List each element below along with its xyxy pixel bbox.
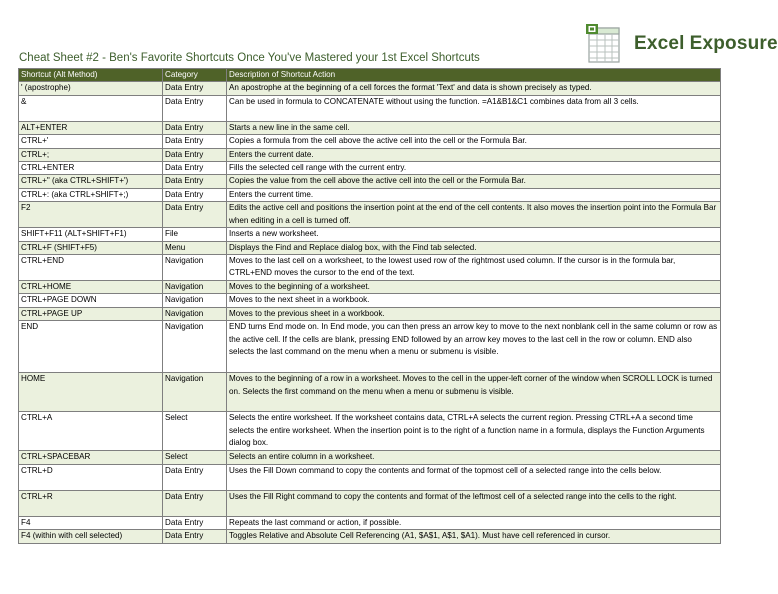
table-row (19, 490, 721, 516)
category-cell: Data Entry (163, 121, 227, 134)
description-cell: Uses the Fill Down command to copy the contents and format of the topmost cell of a selected range into the cells below. (227, 464, 721, 490)
shortcut-cell: CTRL+: (aka CTRL+SHIFT+;) (19, 188, 163, 201)
category-cell: File (163, 228, 227, 241)
page-title: Cheat Sheet #2 - Ben's Favorite Shortcuts Once You've Mastered your 1st Excel Shortcuts (19, 52, 480, 64)
shortcut-cell: CTRL+PAGE DOWN (19, 294, 163, 307)
table-row (19, 95, 721, 121)
table-row (19, 175, 721, 188)
table-row (19, 202, 721, 228)
table-row (19, 135, 721, 148)
category-cell: Navigation (163, 294, 227, 307)
shortcut-cell: CTRL+SPACEBAR (19, 451, 163, 464)
description-cell: END turns End mode on. In End mode, you can then press an arrow key to move to the next nonblank cell in the same column or row as the active cell. If the cells are blank, pressing END followed by an arrow key moves to the last cell in the row or column. END also selects the last command on the menu when a menu or submenu is visible. (227, 321, 721, 373)
description-cell: Copies a formula from the cell above the active cell into the cell or the Formula Bar. (227, 135, 721, 148)
category-cell: Data Entry (163, 188, 227, 201)
category-cell: Data Entry (163, 516, 227, 529)
shortcut-cell: CTRL+' (19, 135, 163, 148)
category-cell: Navigation (163, 281, 227, 294)
category-cell: Data Entry (163, 490, 227, 516)
shortcut-cell: HOME (19, 373, 163, 412)
shortcut-cell: CTRL+ENTER (19, 162, 163, 175)
shortcut-cell: F2 (19, 202, 163, 228)
shortcut-cell: CTRL+HOME (19, 281, 163, 294)
description-cell: Moves to the last cell on a worksheet, to the lowest used row of the rightmost used column. If the cursor is in the formula bar, CTRL+END moves the cursor to the end of the text. (227, 255, 721, 281)
table-row (19, 530, 721, 543)
description-cell: Moves to the previous sheet in a workbook. (227, 307, 721, 320)
category-cell: Navigation (163, 373, 227, 412)
category-cell: Navigation (163, 307, 227, 320)
category-cell: Navigation (163, 321, 227, 373)
table-row (19, 373, 721, 412)
table-row (19, 121, 721, 134)
category-cell: Data Entry (163, 202, 227, 228)
description-cell: Selects an entire column in a worksheet. (227, 451, 721, 464)
category-cell: Navigation (163, 255, 227, 281)
table-row (19, 516, 721, 529)
shortcut-cell: CTRL+A (19, 412, 163, 451)
table-row (19, 255, 721, 281)
shortcut-cell: ' (apostrophe) (19, 82, 163, 95)
shortcut-cell: SHIFT+F11 (ALT+SHIFT+F1) (19, 228, 163, 241)
shortcut-cell: F4 (within with cell selected) (19, 530, 163, 543)
table-row (19, 162, 721, 175)
table-header-row (19, 69, 721, 82)
spreadsheet-icon (586, 24, 624, 64)
description-cell: Starts a new line in the same cell. (227, 121, 721, 134)
table-row (19, 451, 721, 464)
table-row (19, 228, 721, 241)
description-cell: Moves to the next sheet in a workbook. (227, 294, 721, 307)
category-cell: Data Entry (163, 530, 227, 543)
shortcut-cell: CTRL+R (19, 490, 163, 516)
header-shortcut: Shortcut (Alt Method) (19, 69, 163, 82)
category-cell: Data Entry (163, 162, 227, 175)
shortcut-cell: CTRL+END (19, 255, 163, 281)
shortcut-cell: F4 (19, 516, 163, 529)
shortcut-cell: CTRL+; (19, 148, 163, 161)
description-cell: Edits the active cell and positions the insertion point at the end of the cell contents. It also moves the insertion point into the Formula Bar when editing in a cell is turned off. (227, 202, 721, 228)
description-cell: Enters the current date. (227, 148, 721, 161)
category-cell: Data Entry (163, 175, 227, 188)
category-cell: Data Entry (163, 464, 227, 490)
description-cell: Selects the entire worksheet. If the worksheet contains data, CTRL+A selects the current region. Pressing CTRL+A a second time selects the entire worksheet. When the insertion point is to the right of a function name in a formula, displays the Function Arguments dialog box. (227, 412, 721, 451)
category-cell: Menu (163, 241, 227, 254)
description-cell: Toggles Relative and Absolute Cell Referencing (A1, $A$1, A$1, $A1). Must have cell referenced in cursor. (227, 530, 721, 543)
description-cell: Fills the selected cell range with the current entry. (227, 162, 721, 175)
description-cell: Moves to the beginning of a row in a worksheet. Moves to the cell in the upper-left corner of the window when SCROLL LOCK is turned on. Selects the first command on the menu when a menu or submenu is visible. (227, 373, 721, 412)
category-cell: Select (163, 412, 227, 451)
description-cell: Uses the Fill Right command to copy the contents and format of the leftmost cell of a selected range into the cells to the right. (227, 490, 721, 516)
table-row (19, 241, 721, 254)
description-cell: Copies the value from the cell above the active cell into the cell or the Formula Bar. (227, 175, 721, 188)
table-row (19, 82, 721, 95)
excel-exposure-logo (586, 24, 778, 64)
header-description: Description of Shortcut Action (227, 69, 721, 82)
shortcut-cell: & (19, 95, 163, 121)
shortcut-cell: CTRL+PAGE UP (19, 307, 163, 320)
description-cell: Displays the Find and Replace dialog box, with the Find tab selected. (227, 241, 721, 254)
shortcut-cell: CTRL+D (19, 464, 163, 490)
table-row (19, 294, 721, 307)
table-row (19, 188, 721, 201)
table-row (19, 148, 721, 161)
logo-text: Excel Exposure (634, 33, 778, 54)
shortcut-table (18, 68, 721, 544)
description-cell: An apostrophe at the beginning of a cell forces the format 'Text' and data is shown precisely as typed. (227, 82, 721, 95)
category-cell: Select (163, 451, 227, 464)
shortcut-cell: CTRL+F (SHIFT+F5) (19, 241, 163, 254)
description-cell: Can be used in formula to CONCATENATE without using the function. =A1&B1&C1 combines data from all 3 cells. (227, 95, 721, 121)
table-row (19, 464, 721, 490)
table-row (19, 307, 721, 320)
category-cell: Data Entry (163, 148, 227, 161)
category-cell: Data Entry (163, 95, 227, 121)
description-cell: Moves to the beginning of a worksheet. (227, 281, 721, 294)
table-row (19, 412, 721, 451)
shortcut-cell: END (19, 321, 163, 373)
header-category: Category (163, 69, 227, 82)
shortcut-cell: ALT+ENTER (19, 121, 163, 134)
description-cell: Repeats the last command or action, if possible. (227, 516, 721, 529)
category-cell: Data Entry (163, 82, 227, 95)
category-cell: Data Entry (163, 135, 227, 148)
table-row (19, 321, 721, 373)
table-body (19, 82, 721, 543)
description-cell: Enters the current time. (227, 188, 721, 201)
shortcut-cell: CTRL+" (aka CTRL+SHIFT+') (19, 175, 163, 188)
description-cell: Inserts a new worksheet. (227, 228, 721, 241)
table-row (19, 281, 721, 294)
